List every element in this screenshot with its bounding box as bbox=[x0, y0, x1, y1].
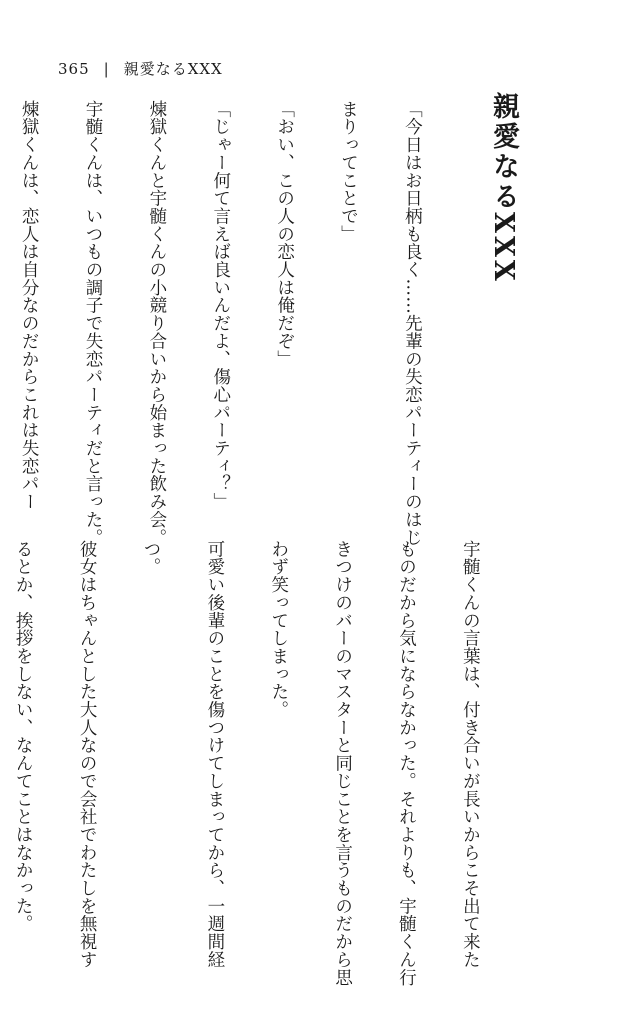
bottom-text-block bbox=[13, 540, 523, 1010]
text-line: 可愛い後輩のことを傷つけてしまってから、一週間経 bbox=[204, 540, 225, 969]
text-line: 宇髄くんの言葉は、付き合いが長いからこそ出て来た bbox=[460, 540, 481, 969]
page-number: 365 bbox=[58, 60, 90, 78]
text-line: ものだから気にならなかった。それよりも、宇髄くん行 bbox=[396, 540, 417, 987]
text-line: 煉獄くんと宇髄くんの小競り合いから始まった飲み会。 bbox=[146, 100, 167, 547]
text-line: 宇髄くんは、いつもの調子で失恋パーティだと言った。 bbox=[82, 100, 103, 547]
top-text-block bbox=[19, 100, 465, 547]
text-line: るとか、挨拶をしない、なんてことはなかった。 bbox=[13, 540, 34, 933]
running-head-separator: | bbox=[103, 60, 110, 78]
text-line: 彼女はちゃんとした大人なので会社でわたしを無視す bbox=[77, 540, 98, 969]
text-line: 煉獄くんは、恋人は自分なのだからこれは失恋パー bbox=[19, 100, 40, 511]
text-line: つ。 bbox=[140, 540, 161, 576]
chapter-title: 親愛なるXXX bbox=[488, 92, 519, 284]
text-line: 「今日はお日柄も良く……先輩の失恋パーティーのはじ bbox=[402, 100, 423, 547]
text-line: わず笑ってしまった。 bbox=[268, 540, 289, 719]
running-title: 親愛なるXXX bbox=[123, 60, 223, 78]
text-line: まりってことで」 bbox=[338, 100, 359, 243]
text-line: きつけのバーのマスターと同じことを言うものだから思 bbox=[332, 540, 353, 987]
running-head bbox=[58, 58, 223, 79]
text-line: 「おい、この人の恋人は俺だぞ」 bbox=[274, 100, 295, 368]
text-line: 「じゃー何て言えば良いんだよ、傷心パーティ？」 bbox=[210, 100, 231, 511]
